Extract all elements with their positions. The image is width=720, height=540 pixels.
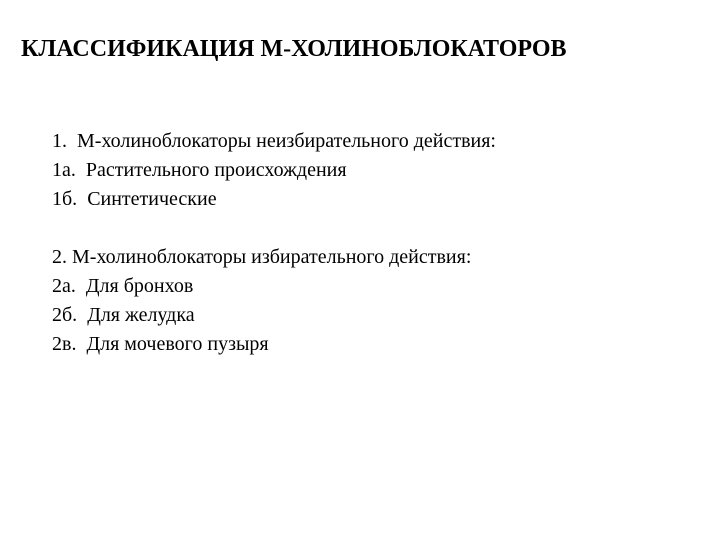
- group-2-heading: [52, 246, 471, 269]
- slide-title: КЛАССИФИКАЦИЯ М-ХОЛИНОБЛОКАТОРОВ: [21, 36, 567, 62]
- item-2a-text: Для бронхов: [85, 275, 194, 297]
- list-item: [52, 188, 217, 211]
- item-2b-number: 2б.: [52, 304, 78, 326]
- item-2b-text: Для желудка: [87, 304, 195, 326]
- group-1-number: 1.: [52, 130, 67, 152]
- item-1a-text: Растительного происхождения: [85, 159, 347, 181]
- group-1-heading: [52, 130, 496, 153]
- item-2c-text: Для мочевого пузыря: [86, 333, 269, 355]
- list-item: [52, 159, 347, 182]
- group-2-heading-text: М-холиноблокаторы избирательного действия:: [72, 246, 472, 268]
- group-1-heading-text: М-холиноблокаторы неизбирательного действия:: [77, 130, 496, 152]
- list-item: [52, 333, 269, 356]
- group-2-number: 2.: [52, 246, 67, 268]
- list-item: [52, 304, 195, 327]
- item-1b-number: 1б.: [52, 188, 78, 210]
- item-2a-number: 2а.: [52, 275, 76, 297]
- list-item: [52, 275, 193, 298]
- item-1b-text: Синтетические: [87, 188, 217, 210]
- item-1a-number: 1а.: [52, 159, 76, 181]
- item-2c-number: 2в.: [52, 333, 77, 355]
